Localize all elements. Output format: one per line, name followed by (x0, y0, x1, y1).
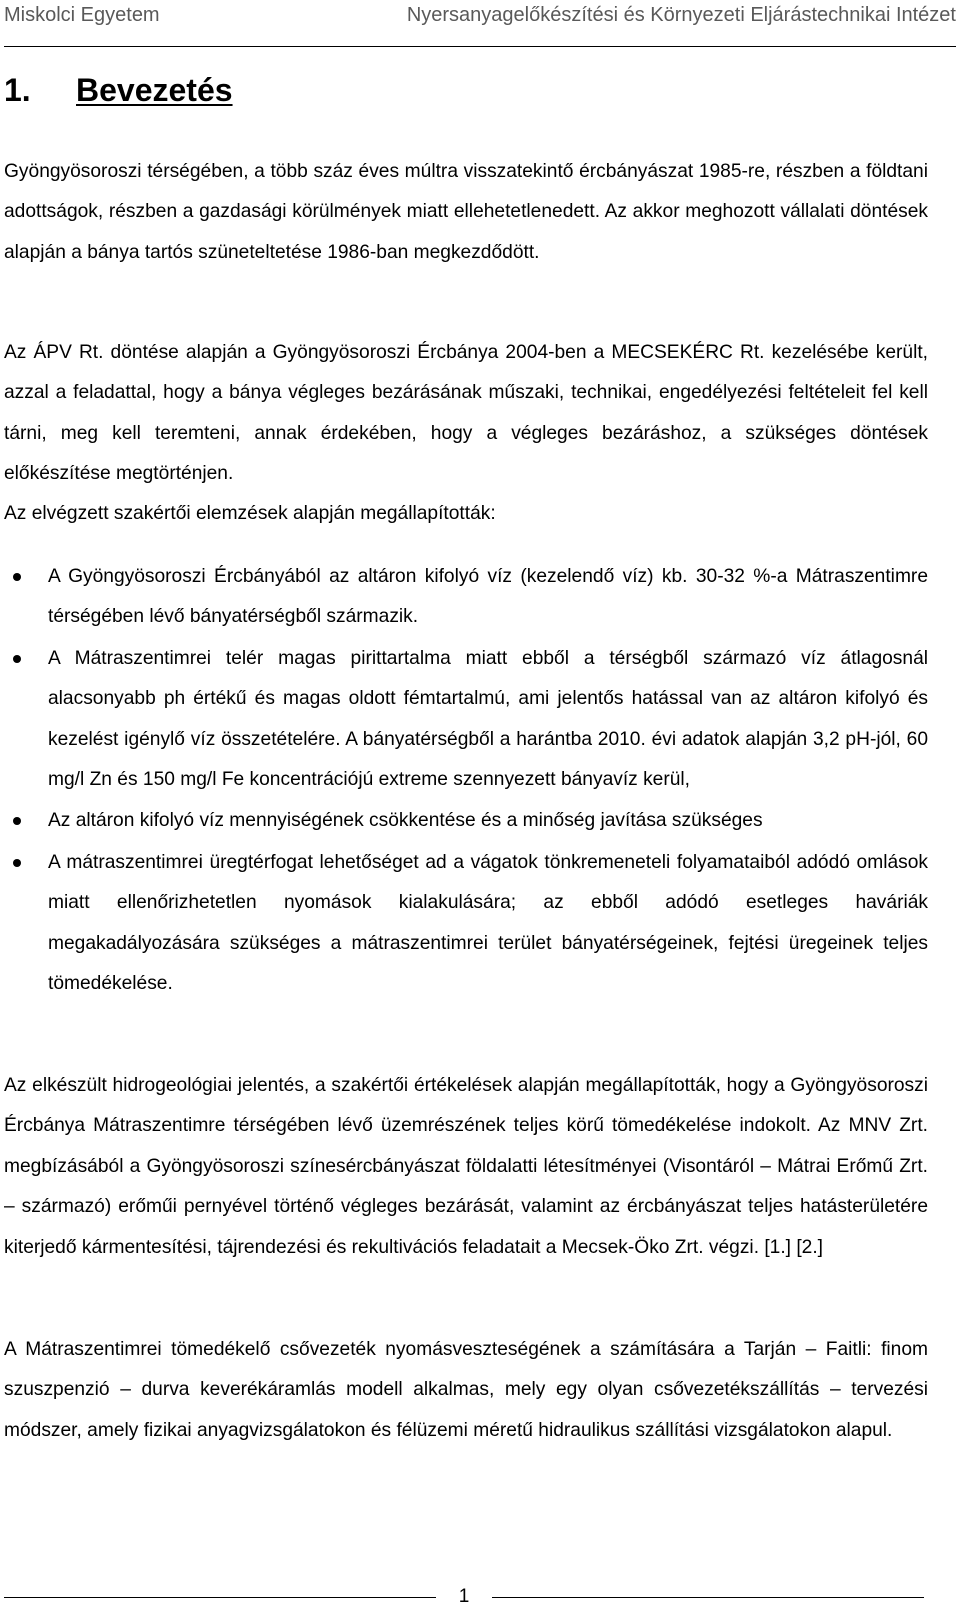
page-header (4, 2, 956, 32)
page-number: 1 (458, 1586, 470, 1607)
list-item (4, 557, 928, 638)
bullet-icon (4, 639, 48, 679)
list-item-text: A mátraszentimrei üregtérfogat lehetőséget ad a vágatok tönkremeneteli folyamataiból adódó omlások miatt ellenőrizhetetlen nyomások kialakulására; az ebből adódó esetleges haváriák megakadályozására szükséges a mátraszentimrei terület bányatérségeinek, fejtési üregeinek teljes tömedékelése. (48, 851, 928, 995)
header-divider (4, 46, 956, 47)
bullet-icon (4, 557, 48, 597)
list-item-text: A Gyöngyösoroszi Ércbányából az altáron kifolyó víz (kezelendő víz) kb. 30-32 %-a Mátraszentimre térségében lévő bányatérségből származik. (48, 566, 928, 628)
findings-list (4, 557, 928, 1004)
footer-divider-left (4, 1597, 436, 1598)
section-title: Bevezetés (76, 72, 233, 108)
paragraph-hydrogeology: Az elkészült hidrogeológiai jelentés, a szakértői értékelések alapján megállapították, hogy a Gyöngyösoroszi Ércbánya Mátraszentimre térségében lévő üzemrészének teljes körű tömedékelése indokolt. Az MNV Zrt. megbízásából a Gyöngyösoroszi színesércbányászat földalatti létesítményei (Visontáról – Mátrai Erőmű Zrt. – származó) erőműi pernyével történő végleges bezárását, valamint az ércbányászat teljes hatásterületére kiterjedő kármentesítési, tájrendezési és rekultivációs feladatait a Mecsek-Öko Zrt. végzi. [1.] [2.] (4, 1075, 928, 1258)
list-item-text: Az altáron kifolyó víz mennyiségének csökkentése és a minőség javítása szükséges (48, 810, 763, 832)
list-item-text: A Mátraszentimrei telér magas pirittartalma miatt ebből a térségből származó víz átlagosnál alacsonyabb ph értékű és magas oldott fémtartalmú, ami jelentős hatással van az altáron kifolyó és kezelést igénylő víz összetételére. A bányatérségből a harántba 2010. évi adatok alapján 3,2 pH-jól, 60 mg/l Zn és 150 mg/l Fe koncentrációjú extreme szennyezett bányavíz kerül, (48, 647, 928, 791)
footer-divider-right (492, 1597, 924, 1598)
paragraph-intro: Gyöngyösoroszi térségében, a több száz éves múltra visszatekintő ércbányászat 1985-re, részben a földtani adottságok, részben a gazdasági körülmények miatt ellehetetlenedett. Az akkor meghozott vállalati döntések alapján a bánya tartós szüneteltetése 1986-ban megkezdődött. (4, 161, 928, 263)
header-university: Miskolci Egyetem (4, 4, 160, 26)
paragraph-pipeline: A Mátraszentimrei tömedékelő csővezeték nyomásveszteségének a számítására a Tarján – Faitli: finom szuszpenzió – durva keverékáramlás modell alkalmas, mely egy olyan csővezetékszállítás – tervezési módszer, amely fizikai anyagvizsgálatokon és félüzemi méretű hidraulikus szállítási vizsgálatokon alapul. (4, 1339, 928, 1441)
bullet-icon (4, 801, 48, 841)
header-institute: Nyersanyagelőkészítési és Környezeti Eljárástechnikai Intézet (406, 4, 956, 26)
paragraph-findings-lead: Az elvégzett szakértői elemzések alapján megállapították: (4, 503, 496, 524)
paragraph-apv: Az ÁPV Rt. döntése alapján a Gyöngyösoroszi Ércbánya 2004-ben a MECSEKÉRC Rt. kezelésébe került, azzal a feladattal, hogy a bánya végleges bezárásának műszaki, technikai, engedélyezési feltételeit fel kell tárni, meg kell teremteni, annak érdekében, hogy a végleges bezáráshoz, a szükséges döntések előkészítése megtörténjen. (4, 342, 928, 485)
section-number: 1. (4, 72, 31, 108)
list-item (4, 843, 928, 1005)
list-item (4, 801, 928, 841)
list-item (4, 639, 928, 801)
section-heading (4, 70, 233, 110)
bullet-icon (4, 843, 48, 883)
